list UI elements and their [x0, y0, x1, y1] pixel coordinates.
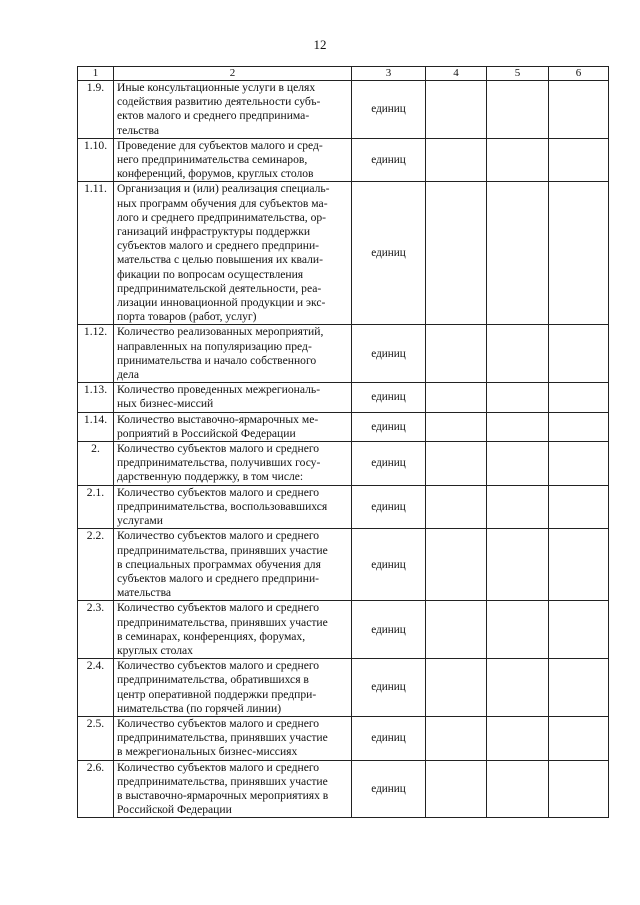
description-line: Количество субъектов малого и среднего: [117, 716, 320, 730]
unit-cell: единиц: [352, 442, 426, 486]
description-line: предпринимательства, принявших участие: [117, 615, 328, 629]
indicator-description: [114, 81, 352, 139]
description-line: Проведение для субъектов малого и сред-: [117, 138, 323, 152]
description-line: Количество субъектов малого и среднего: [117, 760, 320, 774]
value-cell: [426, 383, 487, 412]
value-cell: [549, 485, 609, 529]
table-row: [78, 81, 609, 139]
description-line: предпринимательства, принявших участие: [117, 774, 328, 788]
description-line: содействия развитию деятельности субъ-: [117, 95, 321, 109]
description-line: мательства: [117, 586, 172, 600]
row-number: 2.: [78, 442, 114, 486]
description-line: направленных на популяризацию пред-: [117, 339, 312, 353]
description-line: предпринимательской деятельности, реа-: [117, 281, 322, 295]
description-line: предпринимательства, принявших участие: [117, 731, 328, 745]
table-row: [78, 760, 609, 818]
column-header: 2: [114, 67, 352, 81]
description-line: порта товаров (работ, услуг): [117, 310, 257, 324]
table-row: [78, 529, 609, 601]
table-row: [78, 485, 609, 529]
description-line: лизации инновационной продукции и экс-: [117, 296, 326, 310]
description-line: дела: [117, 368, 139, 382]
description-line: тельства: [117, 123, 159, 137]
indicator-description: [114, 760, 352, 818]
description-line: Количество субъектов малого и среднего: [117, 442, 320, 456]
value-cell: [549, 601, 609, 659]
description-line: Количество субъектов малого и среднего: [117, 659, 320, 673]
description-line: Количество субъектов малого и среднего: [117, 529, 320, 543]
value-cell: [426, 412, 487, 441]
value-cell: [487, 529, 549, 601]
page-number: 12: [313, 37, 327, 52]
value-cell: [549, 138, 609, 182]
row-number: 1.9.: [78, 81, 114, 139]
value-cell: [426, 529, 487, 601]
value-cell: [487, 601, 549, 659]
table-row: [78, 716, 609, 760]
indicator-description: [114, 529, 352, 601]
value-cell: [426, 138, 487, 182]
description-line: круглых столах: [117, 643, 193, 657]
value-cell: [549, 659, 609, 717]
column-header: 3: [352, 67, 426, 81]
description-line: Количество проведенных межрегиональ-: [117, 383, 321, 397]
description-line: Российской Федерации: [117, 803, 232, 817]
description-line: нимательства (по горячей линии): [117, 701, 282, 715]
table-header-row: [78, 67, 609, 81]
indicator-description: [114, 182, 352, 325]
description-line: Количество субъектов малого и среднего: [117, 601, 320, 615]
indicator-description: [114, 383, 352, 412]
value-cell: [487, 138, 549, 182]
value-cell: [487, 81, 549, 139]
description-line: субъектов малого и среднего предприни-: [117, 571, 320, 585]
unit-cell: единиц: [352, 383, 426, 412]
description-line: мательства с целью повышения их квали-: [117, 253, 323, 267]
table-row: [78, 383, 609, 412]
unit-cell: единиц: [352, 81, 426, 139]
indicators-table: [77, 66, 609, 818]
column-header: 5: [487, 67, 549, 81]
description-line: в специальных программах обучения для: [117, 557, 321, 571]
table-row: [78, 138, 609, 182]
row-number: 1.12.: [78, 325, 114, 383]
description-line: Организация и (или) реализация специаль-: [117, 182, 330, 196]
row-number: 1.13.: [78, 383, 114, 412]
value-cell: [487, 659, 549, 717]
value-cell: [426, 485, 487, 529]
value-cell: [487, 383, 549, 412]
value-cell: [426, 81, 487, 139]
row-number: 1.14.: [78, 412, 114, 441]
column-header: 4: [426, 67, 487, 81]
description-line: субъектов малого и среднего предприни-: [117, 239, 320, 253]
indicator-description: [114, 442, 352, 486]
unit-cell: единиц: [352, 182, 426, 325]
table-row: [78, 325, 609, 383]
description-line: в межрегиональных бизнес-миссиях: [117, 745, 298, 759]
value-cell: [549, 716, 609, 760]
description-line: конференций, форумов, круглых столов: [117, 167, 314, 181]
description-line: предпринимательства, получивших госу-: [117, 456, 321, 470]
description-line: дарственную поддержку, в том числе:: [117, 470, 304, 484]
table-row: [78, 601, 609, 659]
value-cell: [487, 412, 549, 441]
indicator-description: [114, 138, 352, 182]
row-number: 2.2.: [78, 529, 114, 601]
row-number: 1.10.: [78, 138, 114, 182]
value-cell: [487, 182, 549, 325]
value-cell: [426, 659, 487, 717]
indicator-description: [114, 485, 352, 529]
column-header: 1: [78, 67, 114, 81]
indicator-description: [114, 325, 352, 383]
description-line: Количество реализованных мероприятий,: [117, 325, 324, 339]
value-cell: [487, 325, 549, 383]
description-line: ных бизнес-миссий: [117, 397, 214, 411]
column-header: 6: [549, 67, 609, 81]
unit-cell: единиц: [352, 716, 426, 760]
value-cell: [549, 81, 609, 139]
value-cell: [487, 485, 549, 529]
table-row: [78, 412, 609, 441]
row-number: 2.3.: [78, 601, 114, 659]
description-line: предпринимательства, обратившихся в: [117, 673, 309, 687]
table-row: [78, 659, 609, 717]
row-number: 2.4.: [78, 659, 114, 717]
description-line: фикации по вопросам осуществления: [117, 267, 304, 281]
unit-cell: единиц: [352, 760, 426, 818]
indicator-description: [114, 601, 352, 659]
indicator-description: [114, 412, 352, 441]
description-line: ганизаций инфраструктуры поддержки: [117, 225, 311, 239]
unit-cell: единиц: [352, 412, 426, 441]
description-line: услугами: [117, 514, 163, 528]
indicator-description: [114, 659, 352, 717]
value-cell: [549, 529, 609, 601]
description-line: Иные консультационные услуги в целях: [117, 81, 316, 94]
value-cell: [549, 760, 609, 818]
unit-cell: единиц: [352, 529, 426, 601]
description-line: лого и среднего предпринимательства, ор-: [117, 210, 327, 224]
description-line: принимательства и начало собственного: [117, 353, 317, 367]
value-cell: [549, 383, 609, 412]
value-cell: [549, 412, 609, 441]
value-cell: [426, 760, 487, 818]
row-number: 2.1.: [78, 485, 114, 529]
description-line: роприятий в Российской Федерации: [117, 426, 296, 440]
value-cell: [487, 760, 549, 818]
value-cell: [426, 716, 487, 760]
value-cell: [426, 182, 487, 325]
description-line: предпринимательства, принявших участие: [117, 543, 328, 557]
value-cell: [549, 182, 609, 325]
indicator-description: [114, 716, 352, 760]
value-cell: [487, 442, 549, 486]
value-cell: [549, 325, 609, 383]
value-cell: [426, 325, 487, 383]
table-row: [78, 182, 609, 325]
description-line: в семинарах, конференциях, форумах,: [117, 629, 306, 643]
value-cell: [426, 601, 487, 659]
unit-cell: единиц: [352, 659, 426, 717]
unit-cell: единиц: [352, 485, 426, 529]
description-line: предпринимательства, воспользовавшихся: [117, 499, 328, 513]
unit-cell: единиц: [352, 138, 426, 182]
description-line: него предпринимательства семинаров,: [117, 153, 308, 167]
description-line: ектов малого и среднего предпринима-: [117, 109, 310, 123]
value-cell: [487, 716, 549, 760]
description-line: ных программ обучения для субъектов ма-: [117, 196, 328, 210]
description-line: Количество субъектов малого и среднего: [117, 485, 320, 499]
description-line: Количество выставочно-ярмарочных ме-: [117, 412, 319, 426]
table-body: [78, 81, 609, 818]
row-number: 2.5.: [78, 716, 114, 760]
value-cell: [426, 442, 487, 486]
description-line: центр оперативной поддержки предпри-: [117, 687, 317, 701]
value-cell: [549, 442, 609, 486]
unit-cell: единиц: [352, 325, 426, 383]
unit-cell: единиц: [352, 601, 426, 659]
description-line: в выставочно-ярмарочных мероприятиях в: [117, 788, 329, 802]
table-row: [78, 442, 609, 486]
row-number: 2.6.: [78, 760, 114, 818]
row-number: 1.11.: [78, 182, 114, 325]
